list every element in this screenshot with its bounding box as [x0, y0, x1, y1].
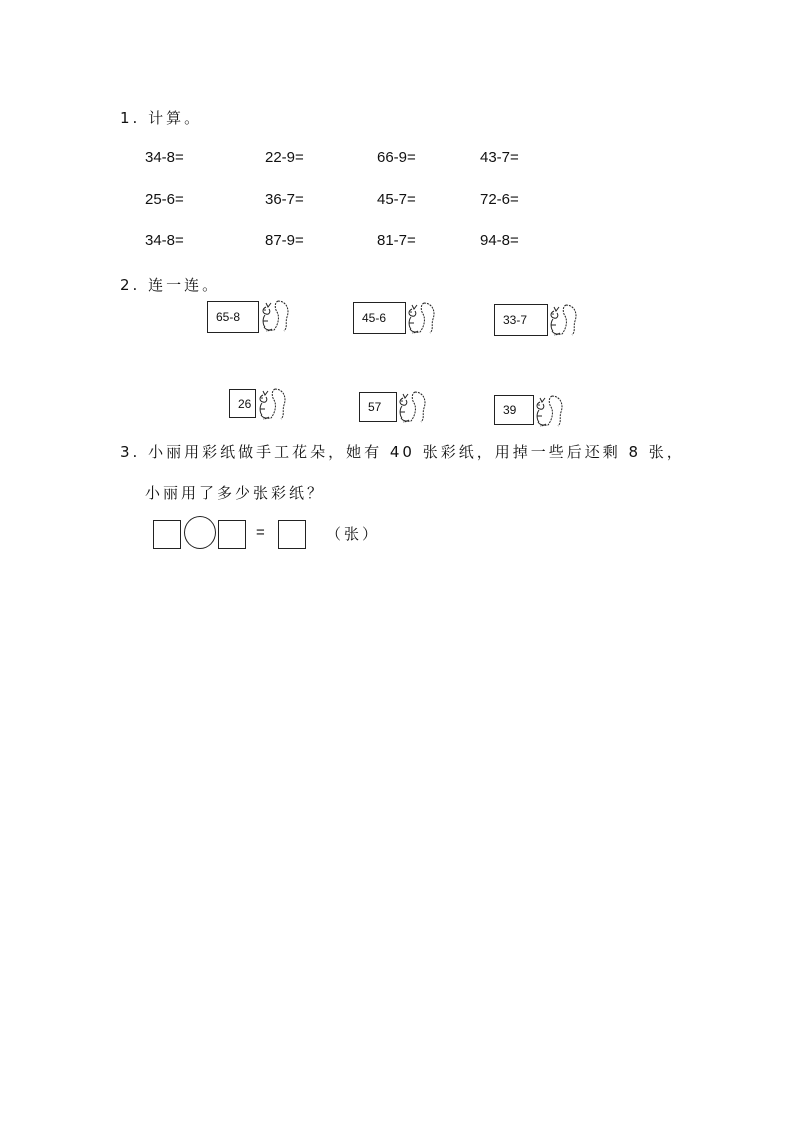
squirrel-icon: [260, 299, 290, 333]
result-input-box[interactable]: [278, 520, 306, 549]
answer-input-box[interactable]: [153, 520, 181, 549]
calc-item: 43-7=: [480, 149, 519, 166]
calc-item: 45-7=: [377, 191, 416, 208]
question-1-title: 1. 计算。: [120, 109, 203, 127]
squirrel-icon: [397, 390, 427, 424]
squirrel-icon: [534, 394, 564, 428]
expression-box[interactable]: 45-6: [353, 302, 406, 334]
calc-item: 34-8=: [145, 149, 184, 166]
expression-box[interactable]: 65-8: [207, 301, 259, 333]
squirrel-icon: [257, 387, 287, 421]
equals-sign: =: [256, 524, 265, 541]
calc-item: 36-7=: [265, 191, 304, 208]
calc-item: 72-6=: [480, 191, 519, 208]
question-3-line1: 3. 小丽用彩纸做手工花朵，她有 40 张彩纸，用掉一些后还剩 8 张，: [120, 443, 685, 461]
calc-item: 94-8=: [480, 232, 519, 249]
expression-box[interactable]: 33-7: [494, 304, 548, 336]
calc-item: 66-9=: [377, 149, 416, 166]
operator-circle[interactable]: [184, 516, 216, 549]
answer-box[interactable]: 57: [359, 392, 397, 422]
calc-item: 81-7=: [377, 232, 416, 249]
calc-item: 87-9=: [265, 232, 304, 249]
squirrel-icon: [548, 303, 578, 337]
calc-item: 34-8=: [145, 232, 184, 249]
calc-item: 25-6=: [145, 191, 184, 208]
squirrel-icon: [406, 301, 436, 335]
question-3-line2: 小丽用了多少张彩纸？: [145, 484, 326, 502]
answer-input-box[interactable]: [218, 520, 246, 549]
calc-item: 22-9=: [265, 149, 304, 166]
question-2-title: 2. 连一连。: [120, 276, 221, 294]
answer-box[interactable]: 26: [229, 389, 256, 418]
answer-box[interactable]: 39: [494, 395, 534, 425]
unit-label: （张）: [326, 525, 381, 543]
